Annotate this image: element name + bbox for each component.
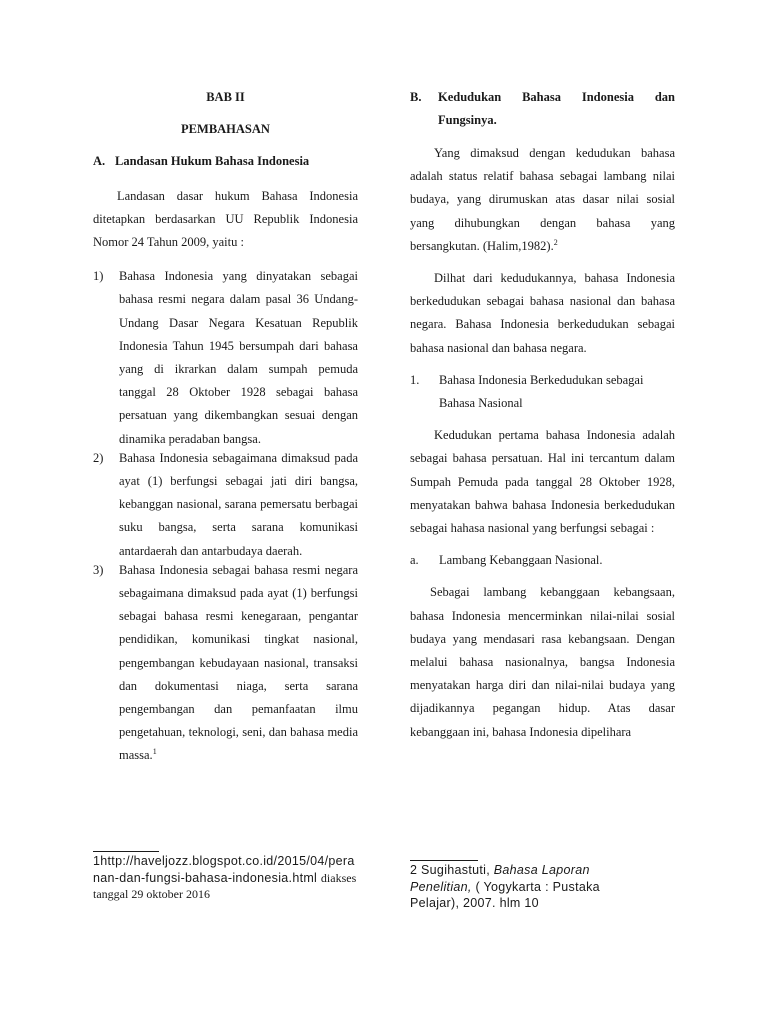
list-number: 1.	[410, 372, 420, 387]
list-item	[93, 447, 358, 563]
footnote-number: 2	[410, 863, 418, 877]
list-text: Bahasa Indonesia sebagaimana dimaksud pada ayat (1) berfungsi sebagai jati diri bangsa, kebanggan nasional, sarana pemersatu berbagai suku bangsa, serta sarana komunikasi antardaerah dan antarbudaya daerah.	[119, 450, 358, 558]
paragraph: Kedudukan pertama bahasa Indonesia adalah sebagai bahasa persatuan. Hal ini tercantum dalam Sumpah Pemuda pada tanggal 28 Oktober 1928, menyatakan bahwa bahasa Indonesia berkedudukan sebagai hahasa nasional yang berfungsi sebagai :	[410, 428, 675, 536]
list-text: Lambang Kebanggaan Nasional.	[439, 553, 603, 568]
footnote-separator	[410, 860, 478, 861]
list-item	[410, 369, 675, 415]
list-text: Bahasa Indonesia Berkedudukan sebagai Bahasa Nasional	[439, 372, 644, 411]
section-a-title: Landasan Hukum Bahasa Indonesia	[115, 154, 310, 169]
chapter-title: PEMBAHASAN	[181, 122, 270, 137]
section-a-label: A.	[93, 154, 106, 169]
section-b-heading	[410, 86, 675, 132]
paragraph: Dilhat dari kedudukannya, bahasa Indonesia berkedudukan sebagai bahasa nasional dan bahasa negara. Bahasa Indonesia berkedudukan sebagai bahasa nasional dan bahasa negara.	[410, 271, 675, 355]
left-column	[93, 86, 358, 768]
list-number: 1)	[93, 269, 104, 284]
list-item	[93, 559, 358, 768]
chapter-heading: BAB II	[206, 90, 245, 104]
footnote-author: Sugihastuti,	[421, 863, 490, 877]
list-item	[93, 265, 358, 451]
list-text: Bahasa Indonesia yang dinyatakan sebagai bahasa resmi negara dalam pasal 36 Undang-Undang Dasar Negara Kesatuan Republik Indonesia Tahun 1945 bersumpah dari bahasa yang di ikrarkan dalam sumpah pemuda tanggal 28 Oktober 1928 sebagai bahasa persatuan yang dikembangkan sesuai dengan dinamika peradaban bangsa.	[119, 269, 358, 446]
intro-paragraph: Landasan dasar hukum Bahasa Indonesia ditetapkan berdasarkan UU Republik Indonesia Nomor 24 Tahun 2009, yaitu :	[93, 188, 358, 250]
footnote-access-date: diakses tanggal 29 oktober 2016	[93, 870, 357, 901]
section-a-heading	[93, 150, 358, 173]
paragraph: Sebagai lambang kebanggaan kebangsaan, bahasa Indonesia mencerminkan nilai-nilai sosial budaya yang mendasari rasa kebangsaan. Dengan melalui bahasa nasionalnya, bangsa Indonesia menyatakan harga diri dan nilai-nilai budaya yang dijadikannya pegangan hidup. Atas dasar kebanggaan ini, bahasa Indonesia dipelihara	[410, 585, 675, 739]
footnote-number: 1	[93, 854, 101, 868]
paragraph-text: Yang dimaksud dengan kedudukan bahasa adalah status relatif bahasa sebagai lambang nilai budaya, yang dirumuskan atas dasar nilai sosial yang dihubungkan dengan bahasa yang bersangkutan. (Halim,1982).	[410, 146, 675, 253]
right-column	[410, 86, 675, 744]
list-letter: a.	[410, 553, 419, 568]
paragraph	[410, 142, 675, 258]
footnote-separator	[93, 851, 159, 852]
footnote-2	[410, 862, 630, 912]
section-b-title: Kedudukan Bahasa Indonesia dan Fungsinya.	[438, 90, 675, 127]
footnote-book-title: Bahasa Laporan Penelitian,	[410, 863, 590, 894]
section-b-label: B.	[410, 90, 422, 104]
list-item	[410, 549, 675, 572]
footnote-publisher: ( Yogykarta : Pustaka Pelajar), 2007. hlm 10	[410, 879, 600, 910]
list-text-body: Bahasa Indonesia sebagai bahasa resmi negara sebagaimana dimaksud pada ayat (1) berfungsi sebagai bahasa resmi kenegaraan, pengantar pendidikan, komunikasi tingkat nasional, pengembangan kebudayaan nasional, transaksi dan dokumentasi niaga, serta sarana pengembangan dan pemanfaatan ilmu pengetahuan, teknologi, seni, dan bahasa media massa.	[119, 562, 358, 763]
footnote-ref: 1	[152, 747, 157, 757]
footnote-ref: 2	[553, 237, 558, 247]
list-text	[119, 559, 358, 768]
footnote-url: http://haveljozz.blogspot.co.id/2015/04/peranan-dan-fungsi-bahasa-indonesia.html	[93, 854, 355, 885]
footnote-1	[93, 853, 361, 903]
list-number: 3)	[93, 562, 104, 577]
list-number: 2)	[93, 450, 104, 465]
